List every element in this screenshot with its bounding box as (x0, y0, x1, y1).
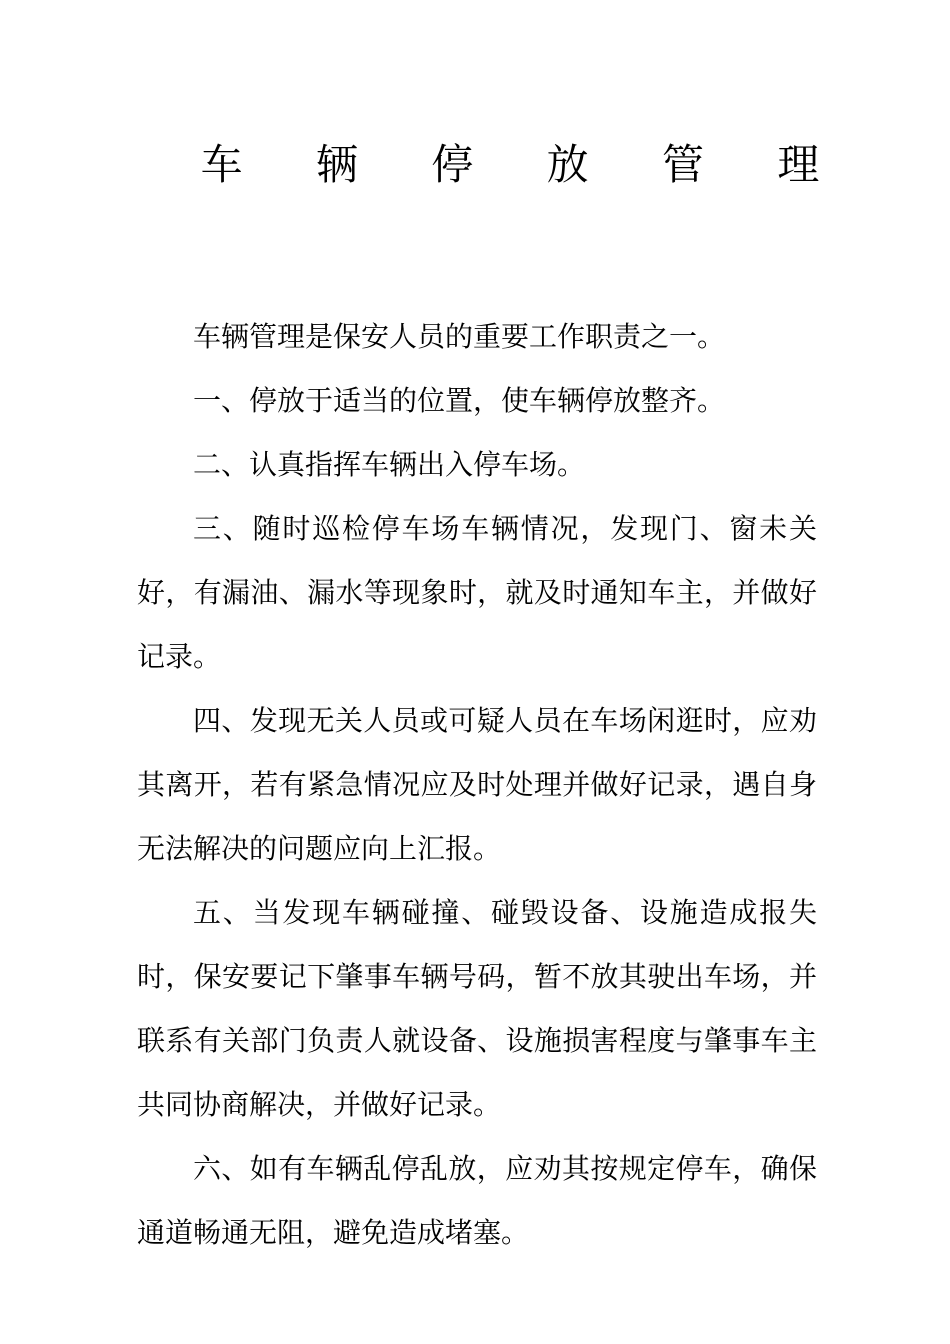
paragraph-intro: 车辆管理是保安人员的重要工作职责之一。 (193, 320, 726, 353)
document-title: 车 辆 停 放 管 理 (200, 140, 850, 189)
paragraph-item-5: 五、当发现车辆碰撞、碰毁设备、设施造成报失时，保安要记下肇事车辆号码，暂不放其驶出车场，并联系有关部门负责人就设备、设施损害程度与肇事车主共同协商解决，并做好记录。 (137, 896, 817, 1121)
paragraph-item-4: 四、发现无关人员或可疑人员在车场闲逛时，应劝其离开，若有紧急情况应及时处理并做好记录，遇自身无法解决的问题应向上汇报。 (137, 704, 817, 865)
paragraph-item-6: 六、如有车辆乱停乱放，应劝其按规定停车，确保通道畅通无阻，避免造成堵塞。 (137, 1152, 817, 1249)
paragraph-item-1: 一、停放于适当的位置，使车辆停放整齐。 (193, 384, 726, 417)
document-body (137, 305, 817, 1265)
paragraph-item-2: 二、认真指挥车辆出入停车场。 (193, 448, 586, 481)
paragraph-item-3: 三、随时巡检停车场车辆情况，发现门、窗未关好，有漏油、漏水等现象时，就及时通知车主，并做好记录。 (137, 512, 817, 673)
